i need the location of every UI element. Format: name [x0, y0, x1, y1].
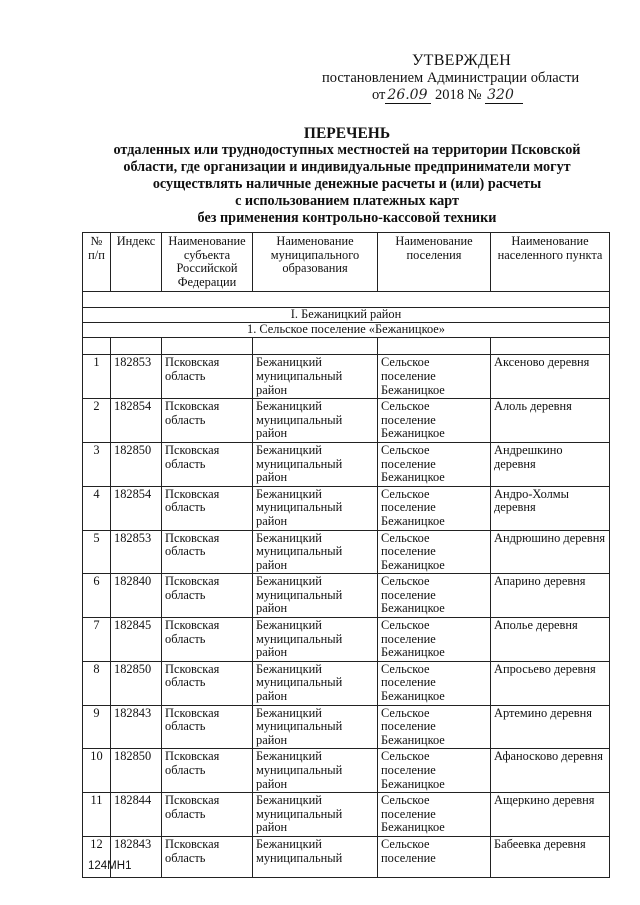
settlement-row: [83, 323, 610, 338]
col-header-number: № п/п: [83, 233, 111, 292]
spacer-row: [83, 338, 610, 355]
cell-subject: Псковская область: [162, 486, 253, 530]
year-label: 2018 №: [435, 87, 482, 103]
cell-settlement: Сельское поселение Бежаницкое: [378, 661, 491, 705]
cell-settlement: Сельское поселение Бежаницкое: [378, 486, 491, 530]
cell-number: 4: [83, 486, 111, 530]
table-row: [83, 530, 610, 574]
cell-subject: Псковская область: [162, 574, 253, 618]
cell-number: 12: [83, 836, 111, 877]
cell-municipality: Бежаницкий муниципальный: [253, 836, 378, 877]
table-row: [83, 486, 610, 530]
table-row: [83, 618, 610, 662]
cell-locality: Андро-Холмы деревня: [491, 486, 610, 530]
cell-subject: Псковская область: [162, 399, 253, 443]
table-row: [83, 705, 610, 749]
cell-settlement: Сельское поселение Бежаницкое: [378, 530, 491, 574]
footer-code: 124МН1: [88, 860, 132, 872]
cell-index: 182853: [111, 355, 162, 399]
subtitle-line: области, где организации и индивидуальные предприниматели могут: [123, 159, 571, 175]
cell-municipality: Бежаницкий муниципальный район: [253, 705, 378, 749]
table-row: [83, 661, 610, 705]
table-row: [83, 399, 610, 443]
cell-index: 182850: [111, 661, 162, 705]
district-title: I. Бежаницкий район: [83, 308, 610, 323]
cell-locality: Андрюшино деревня: [491, 530, 610, 574]
cell-municipality: Бежаницкий муниципальный район: [253, 442, 378, 486]
subtitle-line: с использованием платежных карт: [235, 193, 459, 209]
cell-index: 182850: [111, 442, 162, 486]
table-row: [83, 793, 610, 837]
handwritten-date: 26.09: [387, 87, 428, 103]
col-header-settlement: Наименование поселения: [378, 233, 491, 292]
cell-index: 182843: [111, 705, 162, 749]
cell-municipality: Бежаницкий муниципальный район: [253, 355, 378, 399]
cell-subject: Псковская область: [162, 442, 253, 486]
cell-municipality: Бежаницкий муниципальный район: [253, 749, 378, 793]
cell-number: 1: [83, 355, 111, 399]
document-subtitle: [60, 142, 634, 227]
cell-settlement: Сельское поселение Бежаницкое: [378, 574, 491, 618]
cell-number: 8: [83, 661, 111, 705]
district-row: [83, 308, 610, 323]
cell-index: 182850: [111, 749, 162, 793]
table-row: [83, 836, 610, 877]
cell-subject: Псковская область: [162, 618, 253, 662]
cell-index: 182844: [111, 793, 162, 837]
col-header-locality: Наименование населенного пункта: [491, 233, 610, 292]
cell-settlement: Сельское поселение Бежаницкое: [378, 399, 491, 443]
approved-label: УТВЕРЖДЕН: [412, 52, 512, 69]
subtitle-line: осуществлять наличные денежные расчеты и (или) расчеты: [152, 176, 542, 192]
cell-municipality: Бежаницкий муниципальный район: [253, 793, 378, 837]
cell-index: 182845: [111, 618, 162, 662]
cell-locality: Афаносково деревня: [491, 749, 610, 793]
cell-number: 5: [83, 530, 111, 574]
cell-index: 182854: [111, 486, 162, 530]
cell-number: 3: [83, 442, 111, 486]
cell-number: 6: [83, 574, 111, 618]
table-row: [83, 574, 610, 618]
table-row: [83, 355, 610, 399]
handwritten-number: 320: [487, 87, 514, 103]
cell-index: 182853: [111, 530, 162, 574]
cell-locality: Апросьево деревня: [491, 661, 610, 705]
cell-locality: Ащеркино деревня: [491, 793, 610, 837]
col-header-index: Индекс: [111, 233, 162, 292]
cell-municipality: Бежаницкий муниципальный район: [253, 661, 378, 705]
cell-subject: Псковская область: [162, 530, 253, 574]
cell-locality: Артемино деревня: [491, 705, 610, 749]
decree-label: постановлением Администрации области: [322, 70, 580, 86]
col-header-subject: Наименование субъекта Российской Федерации: [162, 233, 253, 292]
cell-settlement: Сельское поселение Бежаницкое: [378, 705, 491, 749]
cell-subject: Псковская область: [162, 749, 253, 793]
cell-settlement: Сельское поселение Бежаницкое: [378, 355, 491, 399]
table-row: [83, 749, 610, 793]
cell-number: 7: [83, 618, 111, 662]
cell-municipality: Бежаницкий муниципальный район: [253, 618, 378, 662]
cell-locality: Бабеевка деревня: [491, 836, 610, 877]
table-header: [83, 233, 610, 292]
decree-date-line: [372, 87, 523, 104]
cell-settlement: Сельское поселение: [378, 836, 491, 877]
subtitle-line: отдаленных или труднодоступных местностей на территории Псковской: [113, 142, 581, 158]
col-header-municipality: Наименование муниципального образования: [253, 233, 378, 292]
cell-index: 182843: [111, 836, 162, 877]
cell-index: 182854: [111, 399, 162, 443]
cell-index: 182840: [111, 574, 162, 618]
cell-locality: Аксеново деревня: [491, 355, 610, 399]
spacer-row: [83, 292, 610, 308]
cell-subject: Псковская область: [162, 661, 253, 705]
document-title: ПЕРЕЧЕНЬ: [303, 125, 391, 142]
cell-settlement: Сельское поселение Бежаницкое: [378, 793, 491, 837]
date-prefix: от: [372, 87, 386, 103]
cell-subject: Псковская область: [162, 355, 253, 399]
cell-subject: Псковская область: [162, 836, 253, 877]
cell-locality: Алоль деревня: [491, 399, 610, 443]
table-row: [83, 442, 610, 486]
cell-municipality: Бежаницкий муниципальный район: [253, 399, 378, 443]
settlement-title: 1. Сельское поселение «Бежаницкое»: [83, 323, 610, 338]
cell-municipality: Бежаницкий муниципальный район: [253, 530, 378, 574]
cell-municipality: Бежаницкий муниципальный район: [253, 486, 378, 530]
cell-number: 10: [83, 749, 111, 793]
cell-subject: Псковская область: [162, 705, 253, 749]
cell-settlement: Сельское поселение Бежаницкое: [378, 749, 491, 793]
subtitle-line: без применения контрольно-кассовой техники: [197, 210, 497, 226]
cell-locality: Апарино деревня: [491, 574, 610, 618]
cell-settlement: Сельское поселение Бежаницкое: [378, 618, 491, 662]
cell-number: 9: [83, 705, 111, 749]
cell-number: 2: [83, 399, 111, 443]
cell-municipality: Бежаницкий муниципальный район: [253, 574, 378, 618]
cell-subject: Псковская область: [162, 793, 253, 837]
cell-settlement: Сельское поселение Бежаницкое: [378, 442, 491, 486]
cell-locality: Аполье деревня: [491, 618, 610, 662]
cell-locality: Андрешкино деревня: [491, 442, 610, 486]
cell-number: 11: [83, 793, 111, 837]
localities-table: [82, 232, 610, 878]
